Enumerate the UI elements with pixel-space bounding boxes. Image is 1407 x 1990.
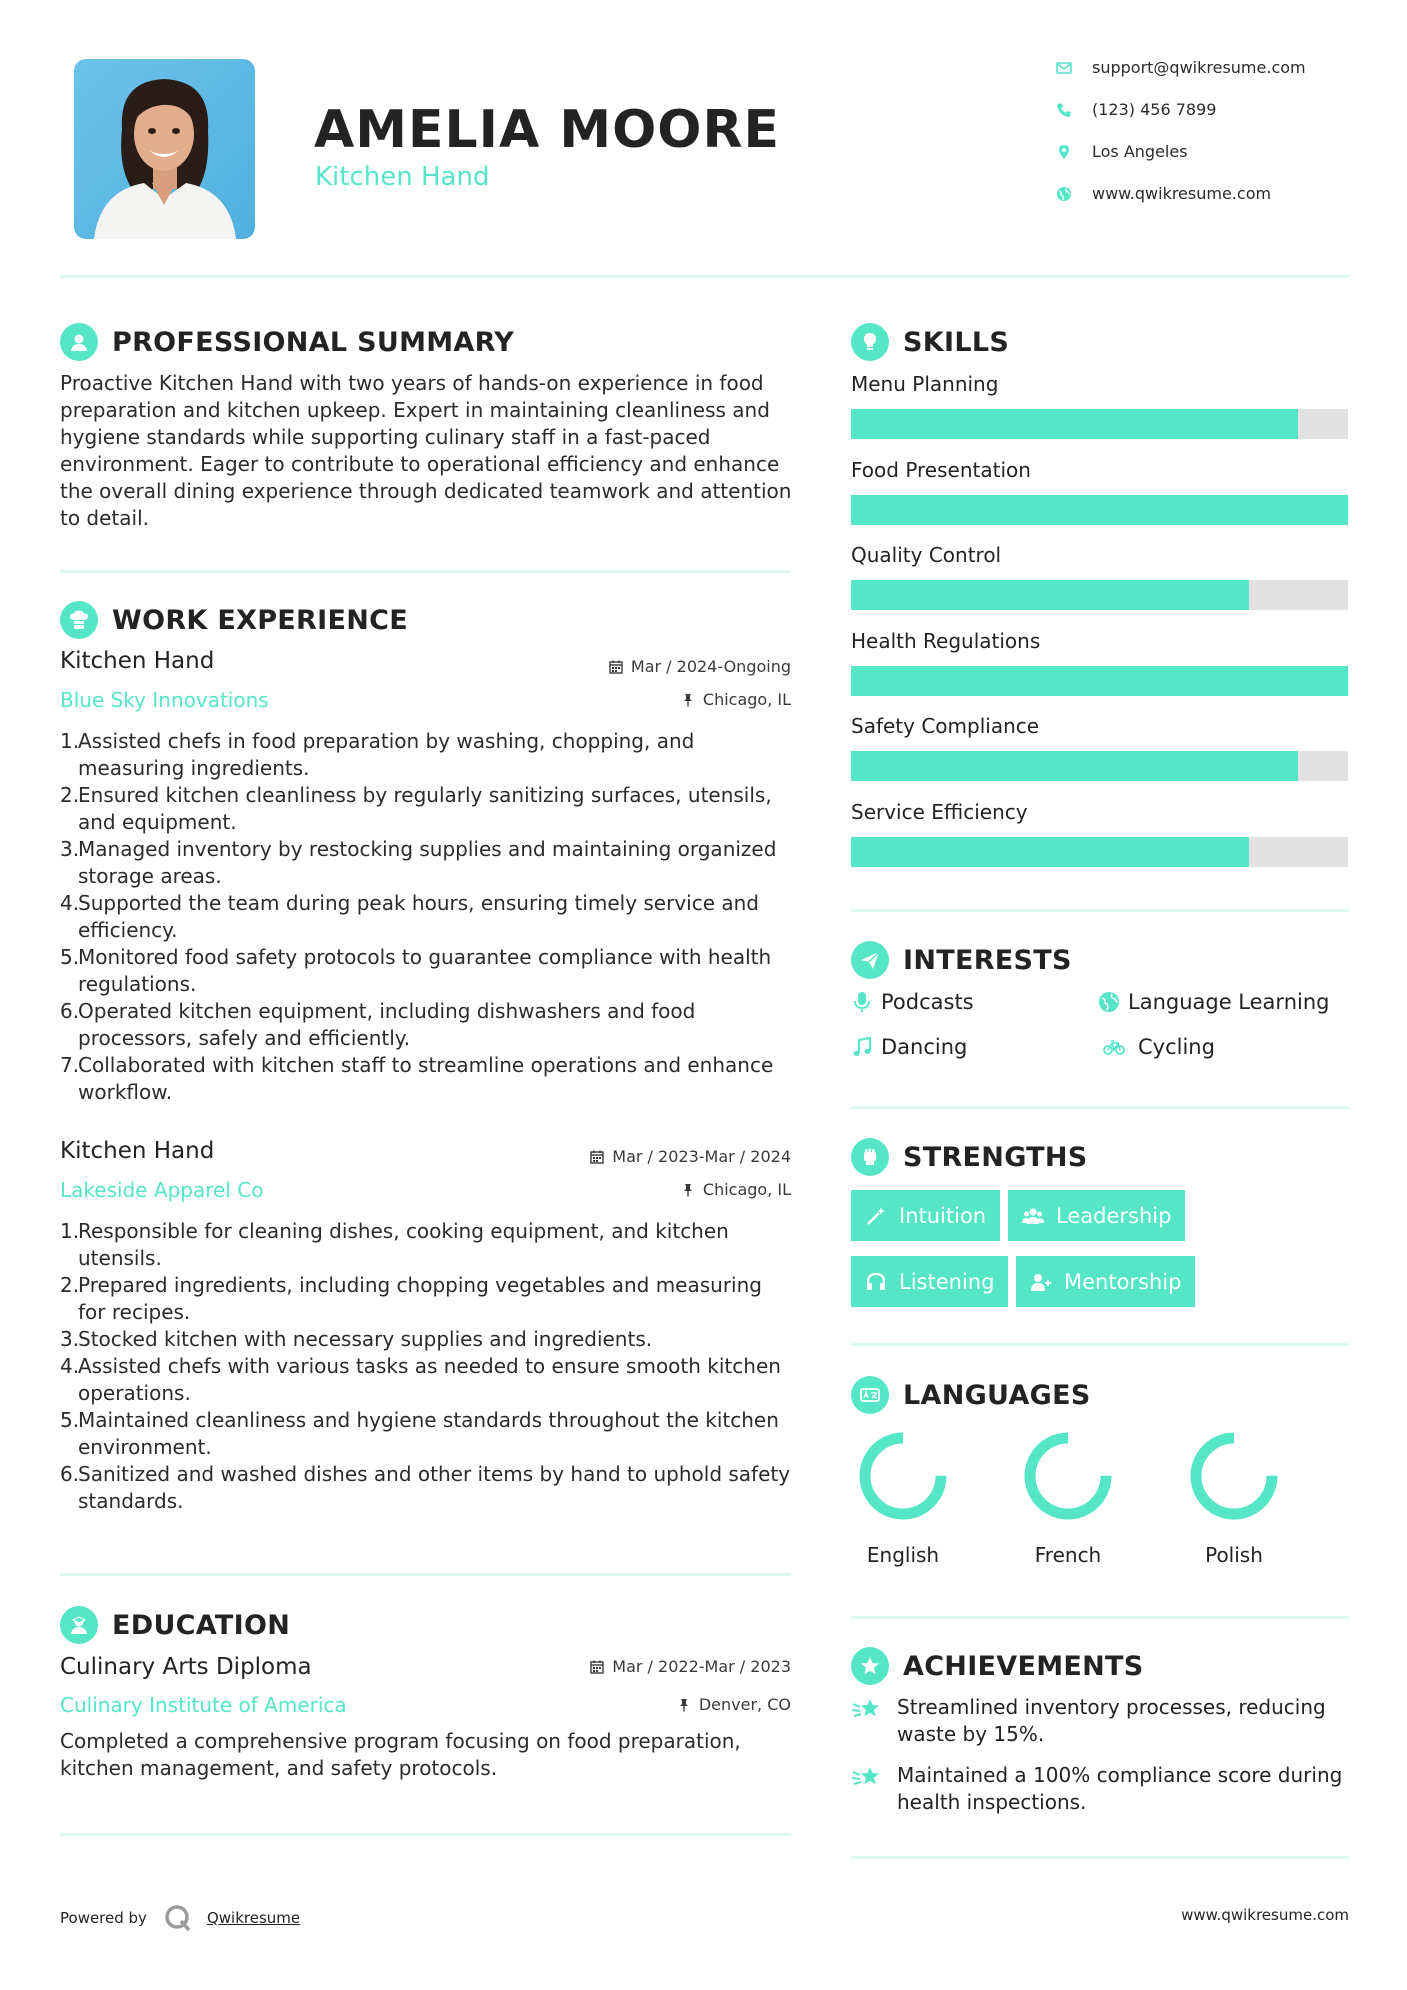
language-label: English (866, 1543, 940, 1567)
work-title: WORK EXPERIENCE (112, 604, 408, 636)
achievement-text: Maintained a 100% compliance score during health inspections. (897, 1763, 1343, 1814)
contact-phone[interactable] (1056, 100, 1216, 119)
skills-heading (851, 323, 1009, 361)
chef-icon (60, 601, 98, 639)
job-1-location-text: Chicago, IL (702, 690, 791, 709)
globe-icon (1056, 186, 1072, 202)
list-item: 3. Stocked kitchen with necessary supplies and ingredients. (60, 1327, 653, 1351)
strength-chip-listening (851, 1256, 1008, 1307)
job-1-title: Kitchen Hand (60, 648, 215, 674)
language-ring-arc (1196, 1438, 1272, 1514)
headphones-icon (865, 1271, 887, 1293)
footer-website-link[interactable]: www.qwikresume.com (1181, 1906, 1349, 1924)
job-1-location (681, 690, 791, 709)
list-item: 7. Collaborated with kitchen staff to streamline operations and enhance workflow. (60, 1053, 774, 1104)
job-2-location-text: Chicago, IL (702, 1180, 791, 1199)
strength-chip-mentorship (1016, 1256, 1195, 1307)
job-2-location (681, 1180, 791, 1199)
candidate-name: AMELIA MOORE (314, 100, 781, 160)
contact-email-text: support@qwikresume.com (1092, 58, 1306, 77)
education-heading (60, 1606, 290, 1644)
language-ring-arc (865, 1438, 941, 1514)
education-divider (60, 1833, 791, 1836)
skill-bar-fill (851, 751, 1298, 781)
skill-bar-fill (851, 580, 1249, 610)
envelope-icon (1056, 60, 1072, 76)
list-item: 5. Monitored food safety protocols to guarantee compliance with health regulations. (60, 945, 772, 996)
job-2-company[interactable]: Lakeside Apparel Co (60, 1178, 264, 1202)
skill-bar-fill (851, 666, 1348, 696)
contact-location (1056, 142, 1188, 161)
strengths-heading (851, 1138, 1088, 1176)
skill-bar-track (851, 580, 1348, 610)
language-ring-arc (1030, 1438, 1106, 1514)
user-circle-icon (60, 323, 98, 361)
strength-mentorship-label: Mentorship (1064, 1269, 1182, 1294)
pushpin-icon (677, 1698, 691, 1712)
map-pin-icon (1056, 144, 1072, 160)
contact-website[interactable] (1056, 184, 1271, 203)
skill-bar-track (851, 751, 1348, 781)
interest-dancing (851, 1035, 967, 1059)
languages-title: LANGUAGES (903, 1379, 1091, 1411)
list-item: 2. Prepared ingredients, including chopping vegetables and measuring for recipes. (60, 1273, 762, 1324)
education-date (590, 1657, 791, 1676)
powered-by (60, 1903, 300, 1933)
interests-title: INTERESTS (903, 944, 1072, 976)
header-divider (60, 275, 1349, 278)
education-location (677, 1695, 791, 1714)
interests-divider (851, 1106, 1349, 1109)
lightbulb-icon (851, 323, 889, 361)
paper-plane-icon (851, 941, 889, 979)
education-title: EDUCATION (112, 1609, 291, 1641)
job-2-bullets (60, 1218, 795, 1515)
contact-email[interactable] (1056, 58, 1306, 77)
language-level-ring (1022, 1430, 1114, 1522)
interest-podcasts-label: Podcasts (881, 990, 974, 1014)
pushpin-icon (681, 1183, 695, 1197)
job-2-date-text: Mar / 2023-Mar / 2024 (612, 1147, 791, 1166)
interest-cycling-label: Cycling (1138, 1035, 1215, 1059)
magic-wand-icon (865, 1205, 887, 1227)
calendar-icon (590, 1150, 604, 1164)
language-label: Polish (1205, 1543, 1263, 1567)
contact-location-text: Los Angeles (1092, 142, 1188, 161)
qwikresume-logo-icon (163, 1903, 193, 1933)
summary-text: Proactive Kitchen Hand with two years of hands-on experience in food preparation and kitchen upkeep. Expert in maintaining cleanliness and hygiene standards while supporting culinary staff in a fast-paced environment. Eager to contribute to operational efficiency and enhance the overall dining experience through dedicated teamwork and attention to detail. (60, 371, 792, 530)
graduate-icon (60, 1606, 98, 1644)
shooting-star-icon (851, 1762, 883, 1794)
job-2-title: Kitchen Hand (60, 1138, 215, 1164)
skill-bar-track (851, 837, 1348, 867)
shooting-star-icon (851, 1694, 883, 1726)
skill-bar-fill (851, 409, 1298, 439)
avatar (74, 59, 255, 239)
interest-dancing-label: Dancing (881, 1035, 968, 1059)
list-item: 6. Sanitized and washed dishes and other items by hand to uphold safety standards. (60, 1462, 791, 1513)
skill-bar-track (851, 666, 1348, 696)
job-2-date (590, 1147, 791, 1166)
achievement-text: Streamlined inventory processes, reducing waste by 15%. (897, 1695, 1326, 1746)
user-plus-icon (1030, 1271, 1052, 1293)
strength-leadership-label: Leadership (1056, 1203, 1172, 1228)
summary-title: PROFESSIONAL SUMMARY (112, 326, 515, 358)
achievements-heading (851, 1647, 1144, 1685)
summary-divider (60, 570, 791, 573)
interest-language-learning (1098, 990, 1329, 1014)
job-title: Kitchen Hand (315, 162, 490, 192)
achievement-item (851, 1762, 1351, 1816)
list-item: 3. Managed inventory by restocking supplies and maintaining organized storage areas. (60, 837, 777, 888)
skill-bar-fill (851, 495, 1348, 525)
skill-bar-fill (851, 837, 1249, 867)
strength-chip-intuition (851, 1190, 1000, 1241)
skills-title: SKILLS (903, 326, 1010, 358)
skill-label: Quality Control (851, 543, 1002, 567)
achievements-title: ACHIEVEMENTS (903, 1650, 1144, 1682)
list-item: 1. Assisted chefs in food preparation by washing, chopping, and measuring ingredients. (60, 729, 695, 780)
list-item: 4. Supported the team during peak hours, ensuring timely service and efficiency. (60, 891, 760, 942)
language-level-ring (857, 1430, 949, 1522)
language-label: French (1034, 1543, 1102, 1567)
list-item: 6. Operated kitchen equipment, including dishwashers and food processors, safely and efficiently. (60, 999, 696, 1050)
education-text: Completed a comprehensive program focusing on food preparation, kitchen management, and safety protocols. (60, 1729, 741, 1780)
education-location-text: Denver, CO (698, 1695, 791, 1714)
languages-divider (851, 1616, 1349, 1619)
interests-heading (851, 941, 1072, 979)
profile-photo (74, 59, 255, 239)
language-level-ring (1188, 1430, 1280, 1522)
list-item: 4. Assisted chefs with various tasks as needed to ensure smooth kitchen operations. (60, 1354, 781, 1405)
job-1-date-text: Mar / 2024-Ongoing (630, 657, 791, 676)
powered-by-text: Powered by (60, 1909, 147, 1927)
skill-bar-track (851, 495, 1348, 525)
pushpin-icon (681, 693, 695, 707)
job-1-company[interactable]: Blue Sky Innovations (60, 688, 269, 712)
language-icon (851, 1376, 889, 1414)
music-note-icon (851, 1036, 873, 1058)
skills-divider (851, 909, 1349, 912)
phone-icon (1056, 102, 1072, 118)
work-heading (60, 601, 408, 639)
skill-label: Safety Compliance (851, 714, 1040, 738)
list-item: 1. Responsible for cleaning dishes, cooking equipment, and kitchen utensils. (60, 1219, 729, 1270)
education-date-text: Mar / 2022-Mar / 2023 (612, 1657, 791, 1676)
calendar-icon (609, 660, 623, 674)
strengths-title: STRENGTHS (903, 1141, 1088, 1173)
interest-podcasts (851, 990, 974, 1014)
strength-listening-label: Listening (899, 1269, 995, 1294)
skill-label: Menu Planning (851, 372, 999, 396)
skill-label: Health Regulations (851, 628, 1041, 653)
fist-icon (851, 1138, 889, 1176)
achievement-item (851, 1694, 1351, 1748)
skill-label: Food Presentation (851, 457, 1031, 482)
users-icon (1022, 1205, 1044, 1227)
interest-cycling (1098, 1035, 1215, 1059)
strengths-divider (851, 1343, 1349, 1346)
microphone-icon (851, 991, 873, 1013)
strength-intuition-label: Intuition (899, 1203, 987, 1228)
skill-bar-track (851, 409, 1348, 439)
interest-language-learning-label: Language Learning (1128, 990, 1330, 1014)
job-1-bullets (60, 728, 795, 1106)
bicycle-icon (1098, 1036, 1130, 1058)
globe-icon (1098, 991, 1120, 1013)
list-item: 5. Maintained cleanliness and hygiene standards throughout the kitchen environment. (60, 1408, 779, 1459)
qwikresume-link[interactable]: Qwikresume (206, 1909, 301, 1927)
list-item: 2. Ensured kitchen cleanliness by regularly sanitizing surfaces, utensils, and equipment. (60, 783, 772, 834)
contact-website-text: www.qwikresume.com (1092, 184, 1272, 203)
calendar-icon (590, 1660, 604, 1674)
job-1-date (609, 657, 791, 676)
work-divider (60, 1573, 791, 1576)
achievements-divider (851, 1856, 1349, 1859)
star-badge-icon (851, 1647, 889, 1685)
skill-label: Service Efficiency (851, 799, 1028, 824)
summary-heading (60, 323, 514, 361)
education-school[interactable]: Culinary Institute of America (60, 1693, 347, 1717)
contact-phone-text: (123) 456 7899 (1092, 100, 1217, 119)
strength-chip-leadership (1008, 1190, 1185, 1241)
education-degree: Culinary Arts Diploma (60, 1654, 312, 1680)
languages-heading (851, 1376, 1091, 1414)
